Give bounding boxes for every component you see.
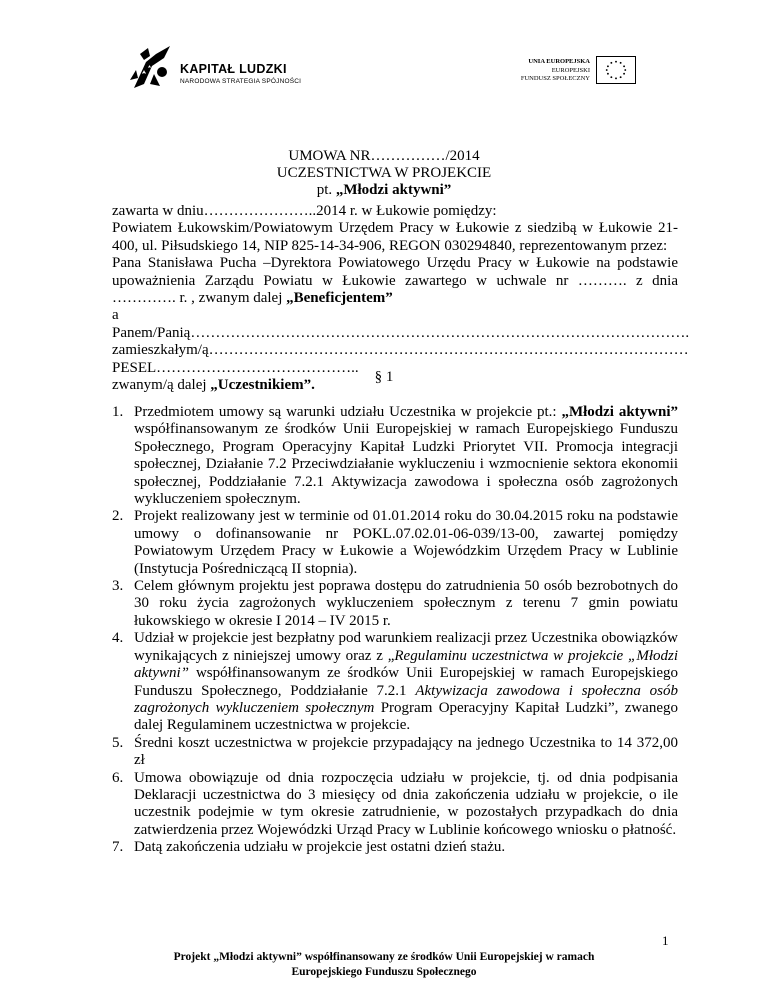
contract-parties	[112, 203, 690, 394]
participant-name-line: Panem/Panią……………………………………………………………………………………….	[112, 324, 690, 341]
item-text: Umowa obowiązuje od dnia rozpoczęcia udziału w projekcie, tj. od dnia podpisania Deklaracji uczestnictwa do 3 miesięcy od dnia zakończenia udziału w projekcie, o ile uczestnik podejmie w tym okresie zatrudnienie, w pozostałych przypadkach do dnia zatwierdzenia przez Wojewódzki Urząd Pracy w Lublinie końcowego wniosku o płatność.	[134, 769, 678, 838]
footer-line1: Projekt „Młodzi aktywni” współfinansowany ze środków Unii Europejskiej w ramach	[173, 951, 595, 963]
intro-line: a	[112, 307, 119, 324]
item-number: 7.	[112, 839, 124, 856]
kapital-ludzki-emblem-icon	[126, 44, 178, 90]
list-item	[112, 770, 678, 840]
item-text-italic: Aktywizacja zawodowa i społeczna osób zagrożonych wykluczeniem społecznym	[134, 682, 678, 716]
item-text: Program Operacyjny Kapitał Ludzki”, zwanego dalej Regulaminem uczestnictwa w projekcie.	[134, 699, 678, 734]
intro-line: upoważnienia Zarządu Powiatu w Łukowie zawartego w uchwale nr ………. z dnia	[112, 272, 678, 289]
participant-pesel-line: PESEL…………………………………..	[112, 359, 359, 376]
beneficiary-prefix: …………. r. , zwanym dalej	[112, 290, 287, 307]
item-text: Celem głównym projektu jest poprawa dostępu do zatrudnienia 50 osób bezrobotnych do 30 roku życia zagrożonych wykluczeniem społecznym z terenu 7 gmin powiatu łukowskiego w okresie I 2014 – IV 2015 r.	[134, 578, 678, 629]
item-text-bold: „Młodzi aktywni”	[561, 404, 678, 420]
item-number: 2.	[112, 508, 124, 525]
page-number: 1	[662, 933, 669, 948]
item-number: 1.	[112, 404, 124, 420]
list-item	[112, 630, 678, 734]
participant-prefix: zwanym/ą dalej	[112, 377, 211, 394]
kapital-ludzki-title: KAPITAŁ LUDZKI	[180, 62, 287, 76]
project-prefix: pt.	[316, 182, 336, 198]
participant-label: „Uczestnikiem”.	[210, 377, 315, 394]
project-name-line	[0, 182, 768, 199]
kapital-ludzki-subtitle: NARODOWA STRATEGIA SPÓJNOŚCI	[180, 78, 302, 85]
item-number: 6.	[112, 769, 124, 786]
item-text: Datą zakończenia udziału w projekcie jest ostatni dzień stażu.	[134, 839, 506, 856]
item-text: współfinansowanym ze środków Unii Europejskiej w ramach Europejskiego Funduszu Społecznego, Poddziałanie 7.2.1	[134, 665, 678, 699]
item-text: Średni koszt uczestnictwa w projekcie przypadający na jednego Uczestnika to 14 372,00 zł	[134, 734, 678, 769]
item-text: Projekt realizowany jest w terminie od 01.01.2014 roku do 30.04.2015 roku na podstawie umowy o dofinansowanie nr POKL.07.02.01-06-039/13-00, zawartej pomiędzy Powiatowym Urzędem Pracy w Łukowie a Wojewódzkim Urzędem Pracy w Lublinie (Instytucja Pośredniczącą II stopnia).	[134, 508, 678, 577]
eu-line2: EUROPEJSKI	[551, 67, 590, 74]
intro-line	[112, 290, 678, 307]
item-text-italic: Regulaminu uczestnictwa w projekcie „Młodzi aktywni”	[134, 647, 679, 682]
section-heading: § 1	[374, 369, 394, 385]
item-number: 4.	[112, 630, 124, 647]
item-text: współfinansowanym ze środków Unii Europejskiej w ramach Europejskiego Funduszu Społecznego, Program Operacyjny Kapitał Ludzki Priorytet VII. Promocja integracji społecznej, Działanie 7.2 Przeciwdziałanie wykluczeniu i wzmocnienie sektora ekonomii społecznej, Poddziałanie 7.2.1 Aktywizacja zawodowa i społeczna osób zagrożonych wykluczeniem społecznym.	[134, 421, 678, 508]
intro-line: Pana Stanisława Pucha –Dyrektora Powiatowego Urzędu Pracy w Łukowie na podstawie	[112, 255, 678, 272]
eu-logo	[502, 58, 642, 92]
list-item	[112, 578, 678, 630]
terms-list	[112, 404, 678, 857]
project-name: „Młodzi aktywni”	[335, 182, 452, 198]
eu-line3: FUNDUSZ SPOŁECZNY	[520, 75, 590, 82]
footer-line2: Europejskiego Funduszu Społecznego	[291, 966, 477, 978]
item-text: Udział w projekcie jest bezpłatny pod warunkiem realizacji przez Uczestnika obowiązków wynikających z niniejszej umowy oraz z „	[134, 630, 678, 664]
intro-line: Powiatem Łukowskim/Powiatowym Urzędem Pracy w Łukowie z siedzibą w Łukowie 21-	[112, 220, 678, 237]
contract-subtitle: UCZESTNICTWA W PROJEKCIE	[276, 165, 492, 181]
participant-address-line: zamieszkałym/ą……………………………………………………………………………………	[112, 342, 689, 359]
list-item	[112, 839, 678, 856]
list-item	[112, 404, 678, 508]
list-item	[112, 508, 678, 578]
eu-flag-icon	[596, 56, 636, 84]
contract-title: UMOWA NR……………/2014	[288, 148, 480, 164]
item-text: Przedmiotem umowy są warunki udziału Uczestnika w projekcie pt.:	[134, 404, 562, 420]
eu-line1: UNIA EUROPEJSKA	[528, 58, 590, 65]
list-item	[112, 735, 678, 770]
item-number: 3.	[112, 578, 124, 595]
beneficiary-label: „Beneficjentem”	[286, 290, 393, 307]
intro-line: 400, ul. Piłsudskiego 14, NIP 825-14-34-906, REGON 030294840, reprezentowanym przez:	[112, 237, 668, 254]
item-number: 5.	[112, 734, 124, 751]
intro-line: zawarta w dniu…………………..2014 r. w Łukowie pomiędzy:	[112, 203, 497, 219]
